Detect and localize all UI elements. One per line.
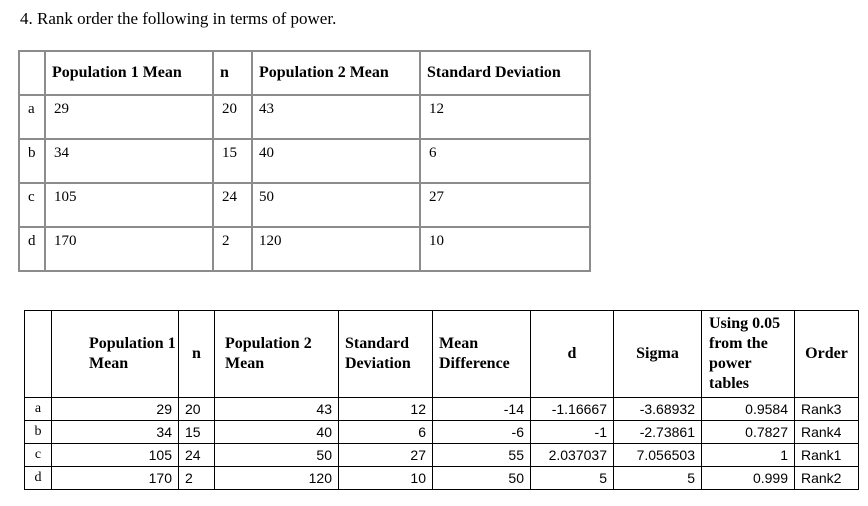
pop2-mean-cell: 40: [215, 421, 339, 444]
given-values-table: [18, 50, 591, 272]
table1-header-pop1-mean: Population 1 Mean: [45, 51, 213, 95]
pop1-mean-cell: 29: [54, 101, 69, 117]
power-cell: 0.7827: [702, 421, 795, 444]
sigma-cell: 7.056503: [614, 444, 702, 467]
table2-header-order: Order: [795, 311, 859, 398]
power-calculation-table: [24, 310, 859, 490]
pop2-mean-cell: 40: [259, 145, 274, 161]
mean-diff-cell: -14: [433, 398, 531, 421]
table2-header-mean-diff: Mean Difference: [433, 311, 531, 398]
pop1-mean-cell: 29: [52, 398, 179, 421]
d-cell: -1.16667: [531, 398, 614, 421]
table1-header-pop2-mean: Population 2 Mean: [252, 51, 420, 95]
std-dev-cell: 27: [339, 444, 433, 467]
row-label: c: [25, 444, 52, 467]
order-cell: Rank2: [795, 467, 859, 490]
table2-header-row: [25, 311, 859, 398]
pop2-mean-cell: 120: [215, 467, 339, 490]
n-cell: 24: [179, 444, 215, 467]
pop1-mean-cell: 170: [54, 233, 77, 249]
n-cell: 15: [179, 421, 215, 444]
std-dev-cell: 10: [339, 467, 433, 490]
table1-header-n: n: [213, 51, 252, 95]
sigma-cell: -3.68932: [614, 398, 702, 421]
power-cell: 0.9584: [702, 398, 795, 421]
table2-header-std-dev: Standard Deviation: [339, 311, 433, 398]
pop2-mean-cell: 50: [259, 189, 274, 205]
table-row: [25, 398, 859, 421]
table2-header-d: d: [531, 311, 614, 398]
row-label: d: [25, 467, 52, 490]
std-dev-cell: 6: [339, 421, 433, 444]
table-row: [25, 421, 859, 444]
n-cell: 24: [222, 189, 237, 205]
n-cell: 2: [222, 233, 230, 249]
table1-header-label: [19, 51, 45, 95]
table-row: [19, 183, 590, 227]
order-cell: Rank1: [795, 444, 859, 467]
table2-header-sigma: Sigma: [614, 311, 702, 398]
table-row: [25, 467, 859, 490]
sigma-cell: -2.73861: [614, 421, 702, 444]
n-cell: 15: [222, 145, 237, 161]
d-cell: -1: [531, 421, 614, 444]
pop1-mean-cell: 170: [52, 467, 179, 490]
pop2-mean-cell: 50: [215, 444, 339, 467]
pop2-mean-cell: 43: [215, 398, 339, 421]
std-dev-cell: 6: [429, 145, 437, 161]
table-row: [25, 444, 859, 467]
d-cell: 2.037037: [531, 444, 614, 467]
mean-diff-cell: 50: [433, 467, 531, 490]
row-label: a: [28, 101, 35, 117]
pop2-mean-cell: 120: [259, 233, 282, 249]
question-text: 4. Rank order the following in terms of power.: [20, 9, 337, 28]
row-label: a: [25, 398, 52, 421]
std-dev-cell: 12: [339, 398, 433, 421]
order-cell: Rank3: [795, 398, 859, 421]
pop2-mean-cell: 43: [259, 101, 274, 117]
table-row: [19, 139, 590, 183]
mean-diff-cell: -6: [433, 421, 531, 444]
row-label: b: [25, 421, 52, 444]
sigma-cell: 5: [614, 467, 702, 490]
row-label: d: [28, 233, 36, 249]
row-label: c: [28, 189, 35, 205]
std-dev-cell: 12: [429, 101, 444, 117]
table1-header-std-dev: Standard Deviation: [420, 51, 590, 95]
pop1-mean-cell: 105: [52, 444, 179, 467]
table2-header-power: Using 0.05 from the power tables: [702, 311, 795, 398]
n-cell: 20: [222, 101, 237, 117]
table-row: [19, 227, 590, 271]
n-cell: 2: [179, 467, 215, 490]
std-dev-cell: 10: [429, 233, 444, 249]
pop1-mean-cell: 34: [52, 421, 179, 444]
std-dev-cell: 27: [429, 189, 444, 205]
table2-header-n: n: [179, 311, 215, 398]
mean-diff-cell: 55: [433, 444, 531, 467]
table2-header-label: [25, 311, 52, 398]
power-cell: 1: [702, 444, 795, 467]
table2-header-pop1-mean: Population 1 Mean: [52, 311, 179, 398]
d-cell: 5: [531, 467, 614, 490]
order-cell: Rank4: [795, 421, 859, 444]
table2-header-pop2-mean: Population 2 Mean: [215, 311, 339, 398]
table1-header-row: [19, 51, 590, 95]
pop1-mean-cell: 105: [54, 189, 77, 205]
pop1-mean-cell: 34: [54, 145, 69, 161]
power-cell: 0.999: [702, 467, 795, 490]
table-row: [19, 95, 590, 139]
row-label: b: [28, 145, 36, 161]
n-cell: 20: [179, 398, 215, 421]
